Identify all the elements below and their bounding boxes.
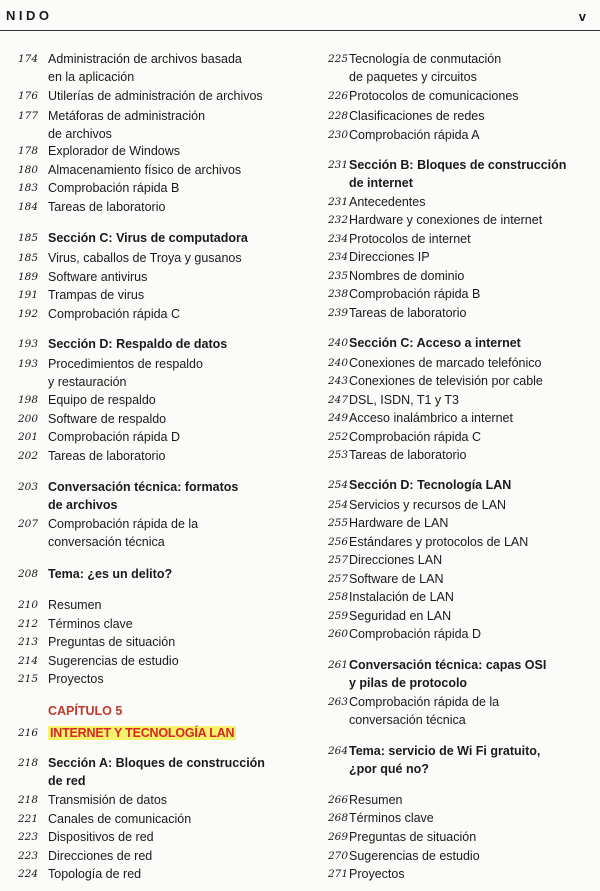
toc-page-number: 178	[17, 145, 38, 157]
toc-entry-title: Nombres de dominio	[349, 269, 465, 283]
header-page-mark: v	[578, 9, 586, 24]
toc-entry-title: Seguridad en LAN	[349, 609, 452, 623]
toc-entry-title: Administración de archivos basada en la aplicación	[48, 52, 242, 85]
toc-entry-title: Comprobación rápida de la conversación técnica	[349, 695, 500, 728]
toc-page-number: 183	[17, 182, 38, 194]
toc-entry-title: Software de LAN	[349, 572, 444, 586]
toc-entry-title: Software antivirus	[48, 270, 148, 284]
toc-page-number: 266	[327, 794, 348, 806]
toc-page-number: 176	[17, 90, 38, 102]
toc-entry-title: Tecnología de conmutación de paquetes y circuitos	[349, 52, 502, 85]
toc-page-number: 193	[17, 358, 38, 370]
toc-entry-title: Dispositivos de red	[48, 830, 154, 844]
toc-entry-title: Comprobación rápida de la conversación técnica	[48, 517, 199, 550]
toc-page-number: 225	[327, 53, 348, 65]
toc-entry-title: Sección A: Bloques de construcción de red	[48, 756, 265, 789]
toc-entry-title: Conversación técnica: formatos de archivos	[48, 480, 239, 513]
toc-entry-title: Protocolos de comunicaciones	[349, 89, 519, 103]
toc-entry-title: Conexiones de marcado telefónico	[349, 356, 542, 370]
toc-page-number: 207	[17, 518, 38, 530]
toc-page-number: 238	[327, 288, 348, 300]
toc-page-number: 218	[17, 794, 38, 806]
toc-page-number: 174	[17, 53, 38, 65]
toc-page-number: 185	[17, 232, 38, 244]
toc-page-number: 202	[17, 450, 38, 462]
toc-entry-title: Metáforas de administración de archivos	[48, 109, 206, 142]
toc-entry-title: Tareas de laboratorio	[349, 448, 467, 462]
toc-page-number: 234	[327, 251, 348, 263]
toc-entry-title: Comprobación rápida D	[48, 430, 181, 444]
toc-entry-title: Comprobación rápida B	[349, 287, 481, 301]
header-rule	[0, 30, 600, 31]
toc-page-number: 193	[17, 338, 38, 350]
toc-entry-title: Transmisión de datos	[48, 793, 168, 807]
toc-entry-title: Comprobación rápida A	[349, 128, 480, 142]
toc-page-number: 214	[17, 655, 38, 667]
toc-entry-title: Comprobación rápida D	[349, 627, 482, 641]
toc-entry-title: Tareas de laboratorio	[349, 306, 467, 320]
toc-page-number: 234	[327, 233, 348, 245]
toc-page-number: 259	[327, 610, 348, 622]
toc-page-number: 257	[327, 554, 348, 566]
toc-page-number: 215	[17, 673, 38, 685]
toc-entry-title: Almacenamiento físico de archivos	[48, 163, 242, 177]
chapter-title	[48, 724, 236, 742]
toc-page-number: 258	[327, 591, 348, 603]
toc-page-number: 254	[327, 479, 348, 491]
toc-entry-title: Hardware y conexiones de internet	[349, 213, 543, 227]
toc-entry-title: Proyectos	[349, 867, 405, 881]
toc-page-number: 191	[17, 289, 38, 301]
toc-page-number: 260	[327, 628, 348, 640]
toc-page-number: 247	[327, 394, 348, 406]
toc-page-number: 212	[17, 618, 38, 630]
toc-page-number: 254	[327, 499, 348, 511]
toc-entry-title: Comprobación rápida C	[48, 307, 181, 321]
toc-entry-title: Sugerencias de estudio	[349, 849, 480, 863]
toc-entry-title: Canales de comunicación	[48, 812, 192, 826]
toc-page-number: 261	[327, 659, 348, 671]
toc-entry-title: Comprobación rápida C	[349, 430, 482, 444]
toc-entry-title: Proyectos	[48, 672, 104, 686]
toc-page-number: 223	[17, 831, 38, 843]
toc-page-number: 189	[17, 271, 38, 283]
toc-entry-title: Conexiones de televisión por cable	[349, 374, 543, 388]
toc-entry-title: Sección B: Bloques de construcción de internet	[349, 158, 567, 191]
toc-entry-title: Topología de red	[48, 867, 142, 881]
header-title: NIDO	[6, 8, 53, 23]
toc-page-number: 256	[327, 536, 348, 548]
toc-entry-title: Software de respaldo	[48, 412, 167, 426]
toc-page-number: 239	[327, 307, 348, 319]
toc-page-number: 200	[17, 413, 38, 425]
toc-page-number: 255	[327, 517, 348, 529]
page-header	[0, 0, 600, 32]
toc-entry-title: Antecedentes	[349, 195, 426, 209]
toc-entry-title: Resumen	[48, 598, 102, 612]
toc-entry-title: Tareas de laboratorio	[48, 200, 166, 214]
toc-entry-title: Tareas de laboratorio	[48, 449, 166, 463]
toc-entry-title: Direcciones LAN	[349, 553, 443, 567]
toc-entry-title: Comprobación rápida B	[48, 181, 180, 195]
toc-page-number: 235	[327, 270, 348, 282]
toc-page-number: 269	[327, 831, 348, 843]
toc-entry-title: Preguntas de situación	[48, 635, 176, 649]
toc-page-number: 201	[17, 431, 38, 443]
toc-entry-title: Instalación de LAN	[349, 590, 454, 604]
toc-page-number: 232	[327, 214, 348, 226]
toc-page-number: 268	[327, 812, 348, 824]
toc-entry-title: Tema: ¿es un delito?	[48, 567, 173, 581]
toc-page-number: 208	[17, 568, 38, 580]
toc-page-number: 184	[17, 201, 38, 213]
toc-entry-title: Protocolos de internet	[349, 232, 471, 246]
toc-entry-title: Sección C: Virus de computadora	[48, 231, 248, 245]
toc-entry-title: Trampas de virus	[48, 288, 145, 302]
toc-entry-title: Procedimientos de respaldo y restauración	[48, 357, 203, 390]
toc-entry-title: Hardware de LAN	[349, 516, 449, 530]
toc-page-number: 240	[327, 357, 348, 369]
toc-page-number: 264	[327, 745, 348, 757]
toc-page-number: 185	[17, 252, 38, 264]
toc-page-number: 271	[327, 868, 348, 880]
chapter-title-highlight: INTERNET Y TECNOLOGÍA LAN	[50, 726, 235, 740]
toc-page-number: 203	[17, 481, 38, 493]
toc-page-number: 216	[17, 727, 38, 739]
toc-entry-title: Virus, caballos de Troya y gusanos	[48, 251, 242, 265]
toc-page-number: 263	[327, 696, 348, 708]
toc-entry-title: Acceso inalámbrico a internet	[349, 411, 513, 425]
toc-entry-title: Direcciones de red	[48, 849, 153, 863]
toc-entry-title: Estándares y protocolos de LAN	[349, 535, 529, 549]
toc-entry-title: Equipo de respaldo	[48, 393, 156, 407]
toc-page-number: 252	[327, 431, 348, 443]
toc-entry-title: Términos clave	[349, 811, 434, 825]
toc-page-number: 231	[327, 159, 348, 171]
toc-page-number: 213	[17, 636, 38, 648]
toc-page-number: 224	[17, 868, 38, 880]
toc-page-number: 198	[17, 394, 38, 406]
toc-entry-title: Servicios y recursos de LAN	[349, 498, 507, 512]
toc-page-number: 243	[327, 375, 348, 387]
toc-page-number: 253	[327, 449, 348, 461]
toc-entry-title: Direcciones IP	[349, 250, 430, 264]
toc-entry-title: Resumen	[349, 793, 403, 807]
toc-page-number: 228	[327, 110, 348, 122]
toc-page-number: 223	[17, 850, 38, 862]
toc-entry-title: Términos clave	[48, 617, 133, 631]
chapter-number: CAPÍTULO 5	[48, 704, 123, 718]
toc-page-number: 180	[17, 164, 38, 176]
toc-page-number: 249	[327, 412, 348, 424]
toc-entry-title: Explorador de Windows	[48, 144, 181, 158]
toc-page-number: 240	[327, 337, 348, 349]
toc-entry-title: Tema: servicio de Wi Fi gratuito, ¿por qué no?	[349, 744, 541, 777]
toc-page-number: 221	[17, 813, 38, 825]
toc-page-number: 218	[17, 757, 38, 769]
toc-page-number: 192	[17, 308, 38, 320]
toc-entry-title: Utilerías de administración de archivos	[48, 89, 263, 103]
toc-entry-title: Sección D: Respaldo de datos	[48, 337, 228, 351]
toc-entry-title: Preguntas de situación	[349, 830, 477, 844]
toc-page-number: 230	[327, 129, 348, 141]
toc-entry-title: Sección D: Tecnología LAN	[349, 478, 512, 492]
toc-entry-title: Clasificaciones de redes	[349, 109, 485, 123]
toc-entry-title: Sugerencias de estudio	[48, 654, 179, 668]
toc-entry-title: DSL, ISDN, T1 y T3	[349, 393, 459, 407]
toc-entry-title: Sección C: Acceso a internet	[349, 336, 521, 350]
toc-page-number: 231	[327, 196, 348, 208]
toc-page-number: 226	[327, 90, 348, 102]
toc-page-number: 177	[17, 110, 38, 122]
toc-page-number: 257	[327, 573, 348, 585]
toc-page-number: 270	[327, 850, 348, 862]
toc-page-number: 210	[17, 599, 38, 611]
toc-entry-title: Conversación técnica: capas OSI y pilas de protocolo	[349, 658, 547, 691]
